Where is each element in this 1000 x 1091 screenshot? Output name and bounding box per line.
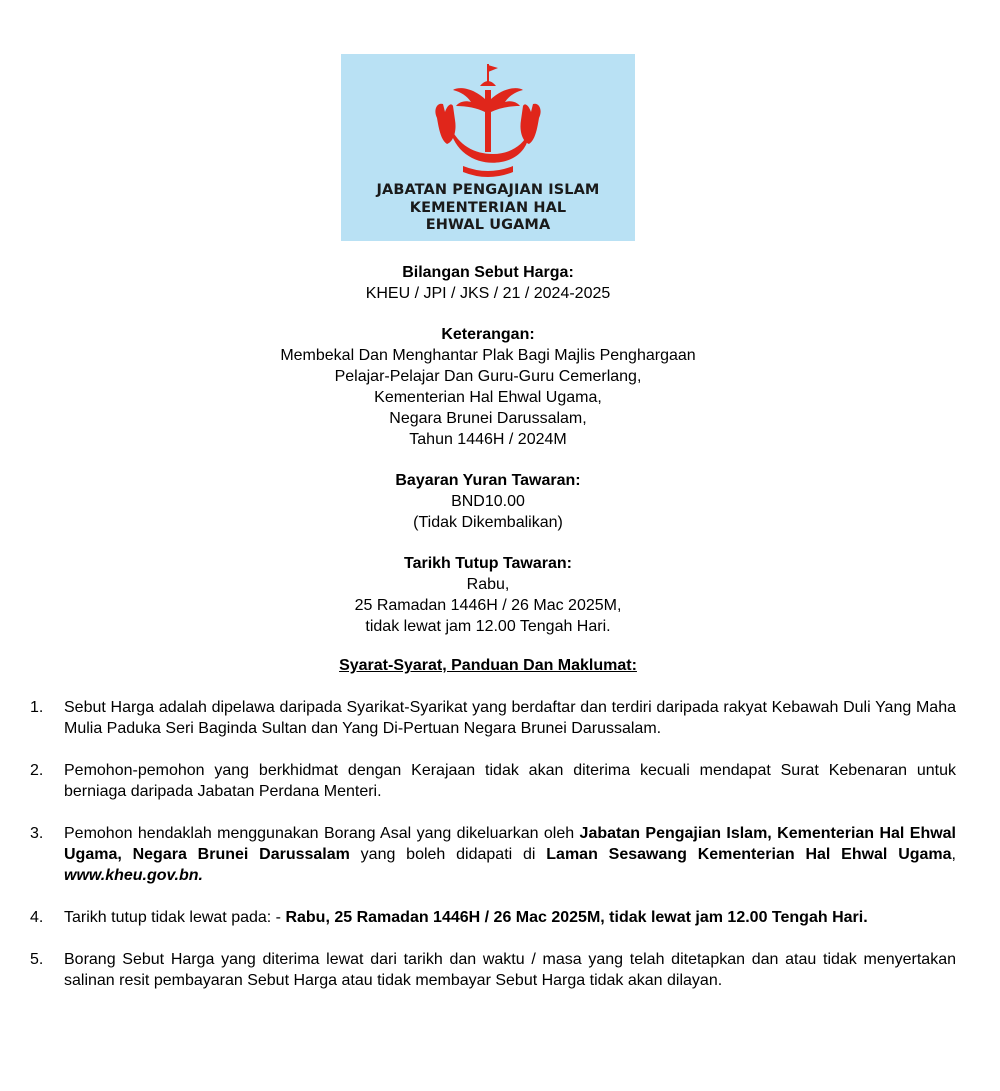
item-text-part: , [951, 846, 956, 863]
description-line: Negara Brunei Darussalam, [389, 410, 587, 427]
list-item [30, 907, 956, 928]
item-text [64, 907, 956, 928]
list-item [30, 823, 956, 886]
fee-heading: Bayaran Yuran Tawaran: [395, 472, 581, 489]
reference-value: KHEU / JPI / JKS / 21 / 2024-2025 [365, 285, 611, 302]
description-line: Tahun 1446H / 2024M [409, 431, 567, 448]
item-number: 1. [30, 699, 44, 716]
item-text: Sebut Harga adalah dipelawa daripada Syarikat-Syarikat yang berdaftar dan terdiri daripada rakyat Kebawah Duli Yang Maha Mulia Paduka Seri Baginda Sultan dan Yang Di-Pertuan Negara Brunei Darussalam. [64, 699, 956, 737]
item-number: 4. [30, 909, 44, 926]
item-number: 2. [30, 762, 44, 779]
item-number: 5. [30, 951, 44, 968]
description-block [0, 324, 976, 450]
list-item [30, 697, 956, 739]
logo-line-3: EHWAL UGAMA [425, 217, 551, 233]
logo-line-1: JABATAN PENGAJIAN ISLAM [376, 182, 600, 198]
closing-day: Rabu, [466, 576, 510, 593]
closing-heading: Tarikh Tutup Tawaran: [403, 555, 572, 572]
list-item [30, 949, 956, 991]
department-logo [341, 54, 635, 241]
closing-block [0, 553, 976, 637]
website-link[interactable]: www.kheu.gov.bn. [64, 867, 203, 884]
logo-text [341, 182, 635, 235]
description-line: Membekal Dan Menghantar Plak Bagi Majlis Penghargaan [280, 347, 696, 364]
brunei-crest-icon [423, 62, 553, 180]
item-text: Pemohon-pemohon yang berkhidmat dengan Kerajaan tidak akan diterima kecuali mendapat Surat Kebenaran untuk berniaga daripada Jabatan Perdana Menteri. [64, 762, 956, 800]
description-line: Kementerian Hal Ehwal Ugama, [374, 389, 602, 406]
fee-block [0, 470, 976, 533]
item-text-part: Pemohon hendaklah menggunakan Borang Asal yang dikeluarkan oleh [64, 825, 580, 842]
terms-list [30, 697, 956, 1012]
fee-amount: BND10.00 [451, 493, 525, 510]
description-heading: Keterangan: [441, 326, 535, 343]
list-item [30, 760, 956, 802]
closing-date: 25 Ramadan 1446H / 26 Mac 2025M, [354, 597, 622, 614]
closing-time: tidak lewat jam 12.00 Tengah Hari. [365, 618, 611, 635]
fee-note: (Tidak Dikembalikan) [413, 514, 563, 531]
item-text-part: yang boleh didapati di [349, 846, 547, 863]
reference-heading: Bilangan Sebut Harga: [402, 264, 574, 281]
terms-title: Syarat-Syarat, Panduan Dan Maklumat: [339, 657, 637, 674]
item-text: Borang Sebut Harga yang diterima lewat dari tarikh dan waktu / masa yang telah ditetapkan dan atau tidak menyertakan salinan resit pembayaran Sebut Harga atau tidak membayar Sebut Harga tidak akan dilayan. [64, 951, 956, 989]
item-text-part: Tarikh tutup tidak lewat pada: - [64, 909, 286, 926]
logo-line-2: KEMENTERIAN HAL [409, 199, 567, 216]
item-text [64, 823, 956, 886]
description-line: Pelajar-Pelajar Dan Guru-Guru Cemerlang, [334, 368, 642, 385]
item-number: 3. [30, 825, 44, 842]
item-bold-part: Jabatan Pengajian Islam, Kementerian Hal Ehwal Ugama, Negara Brunei Darussalam [64, 825, 956, 863]
item-bold-part: Rabu, 25 Ramadan 1446H / 26 Mac 2025M, tidak lewat jam 12.00 Tengah Hari. [285, 909, 868, 926]
reference-block [0, 262, 976, 304]
item-bold-part: Laman Sesawang Kementerian Hal Ehwal Ugama [546, 846, 952, 863]
